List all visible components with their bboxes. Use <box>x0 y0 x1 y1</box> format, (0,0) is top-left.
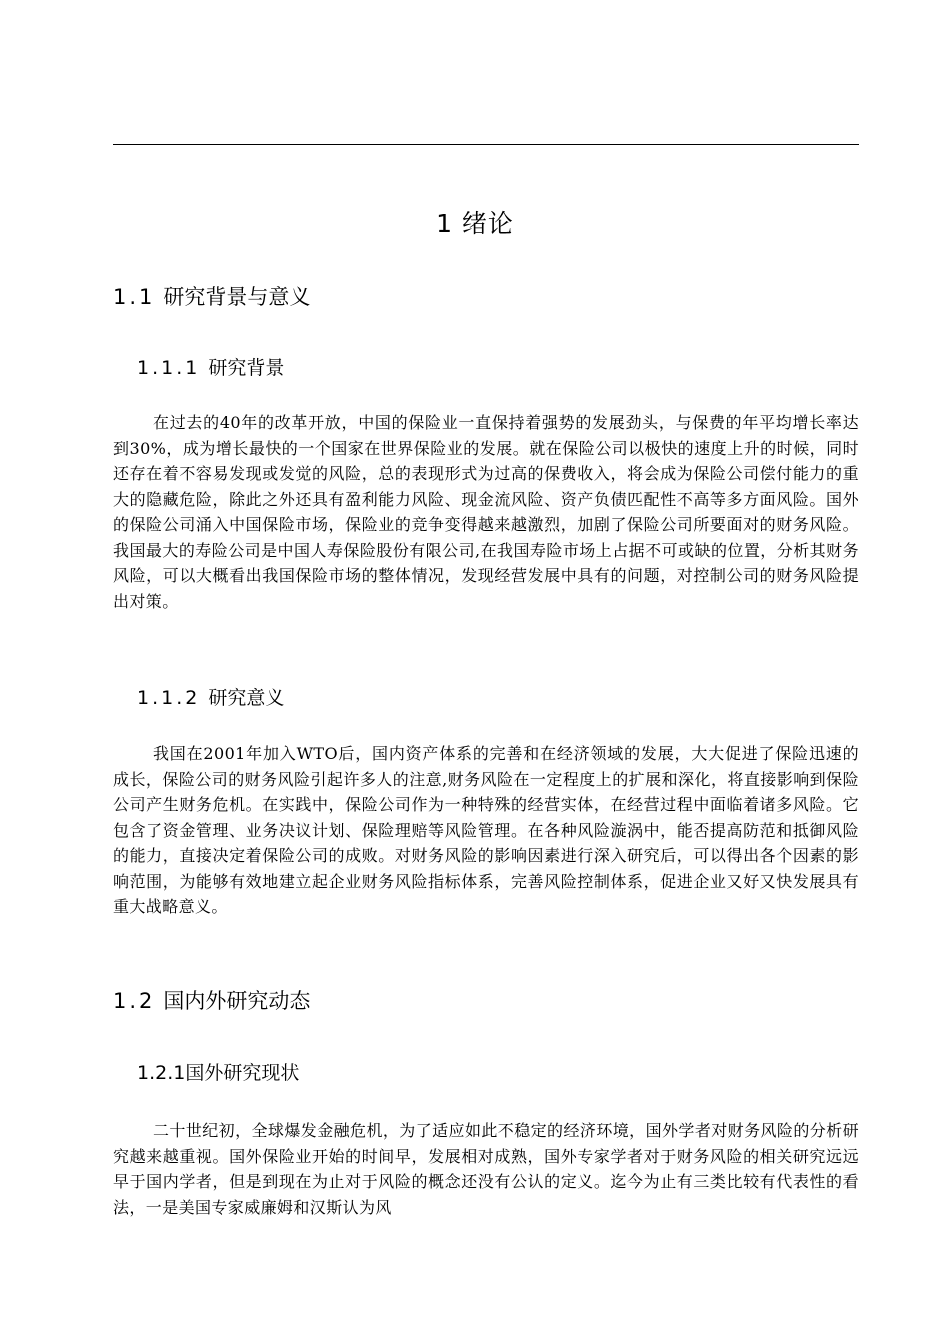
subsection-heading-1-1-2 <box>137 684 284 712</box>
subsection-title: 研究背景 <box>208 357 285 379</box>
subsection-heading-1-1-1 <box>137 354 284 382</box>
subsection-number: 1.2.1 <box>137 1062 186 1084</box>
section-heading-1-2 <box>113 986 310 1016</box>
section-title: 研究背景与意义 <box>163 285 311 309</box>
subsection-title: 研究意义 <box>208 687 285 709</box>
paragraph-research-significance: 我国在2001年加入WTO后，国内资产体系的完善和在经济领域的发展，大大促进了保险迅速的成长，保险公司的财务风险引起许多人的注意,财务风险在一定程度上的扩展和深化，将直接影响到保险公司产生财务危机。在实践中，保险公司作为一种特殊的经营实体，在经营过程中面临着诸多风险。它包含了资金管理、业务决议计划、保险理赔等风险管理。在各种风险漩涡中，能否提高防范和抵御风险的能力，直接决定着保险公司的成败。对财务风险的影响因素进行深入研究后，可以得出各个因素的影响范围，为能够有效地建立起企业财务风险指标体系，完善风险控制体系，促进企业又好又快发展具有重大战略意义。 <box>113 744 859 916</box>
subsection-number: 1.1.2 <box>137 687 201 709</box>
paragraph-foreign-research: 二十世纪初，全球爆发金融危机，为了适应如此不稳定的经济环境，国外学者对财务风险的分析研究越来越重视。国外保险业开始的时间早，发展相对成熟，国外专家学者对于财务风险的相关研究远远早于国内学者，但是到现在为止对于风险的概念还没有公认的定义。迄今为止有三类比较有代表性的看法，一是美国专家威廉姆和汉斯认为风 <box>113 1121 859 1217</box>
subsection-heading-1-2-1 <box>137 1059 299 1087</box>
header-rule <box>113 144 859 145</box>
subsection-number: 1.1.1 <box>137 357 201 379</box>
chapter-title: 1 绪论 <box>436 209 514 238</box>
subsection-title: 国外研究现状 <box>185 1062 300 1084</box>
paragraph-research-background: 在过去的40年的改革开放，中国的保险业一直保持着强势的发展劲头，与保费的年平均增长率达到30%，成为增长最快的一个国家在世界保险业的发展。就在保险公司以极快的速度上升的时候，同时还存在着不容易发现或发觉的风险，总的表现形式为过高的保费收入，将会成为保险公司偿付能力的重大的隐藏危险，除此之外还具有盈利能力风险、现金流风险、资产负债匹配性不高等多方面风险。国外的保险公司涌入中国保险市场，保险业的竞争变得越来越激烈，加剧了保险公司所要面对的财务风险。我国最大的寿险公司是中国人寿保险股份有限公司,在我国寿险市场上占据不可或缺的位置，分析其财务风险，可以大概看出我国保险市场的整体情况，发现经营发展中具有的问题，对控制公司的财务风险提出对策。 <box>113 413 859 611</box>
section-number: 1.1 <box>113 285 156 309</box>
section-title: 国内外研究动态 <box>163 989 311 1013</box>
section-number: 1.2 <box>113 989 156 1013</box>
section-heading-1-1 <box>113 282 310 312</box>
